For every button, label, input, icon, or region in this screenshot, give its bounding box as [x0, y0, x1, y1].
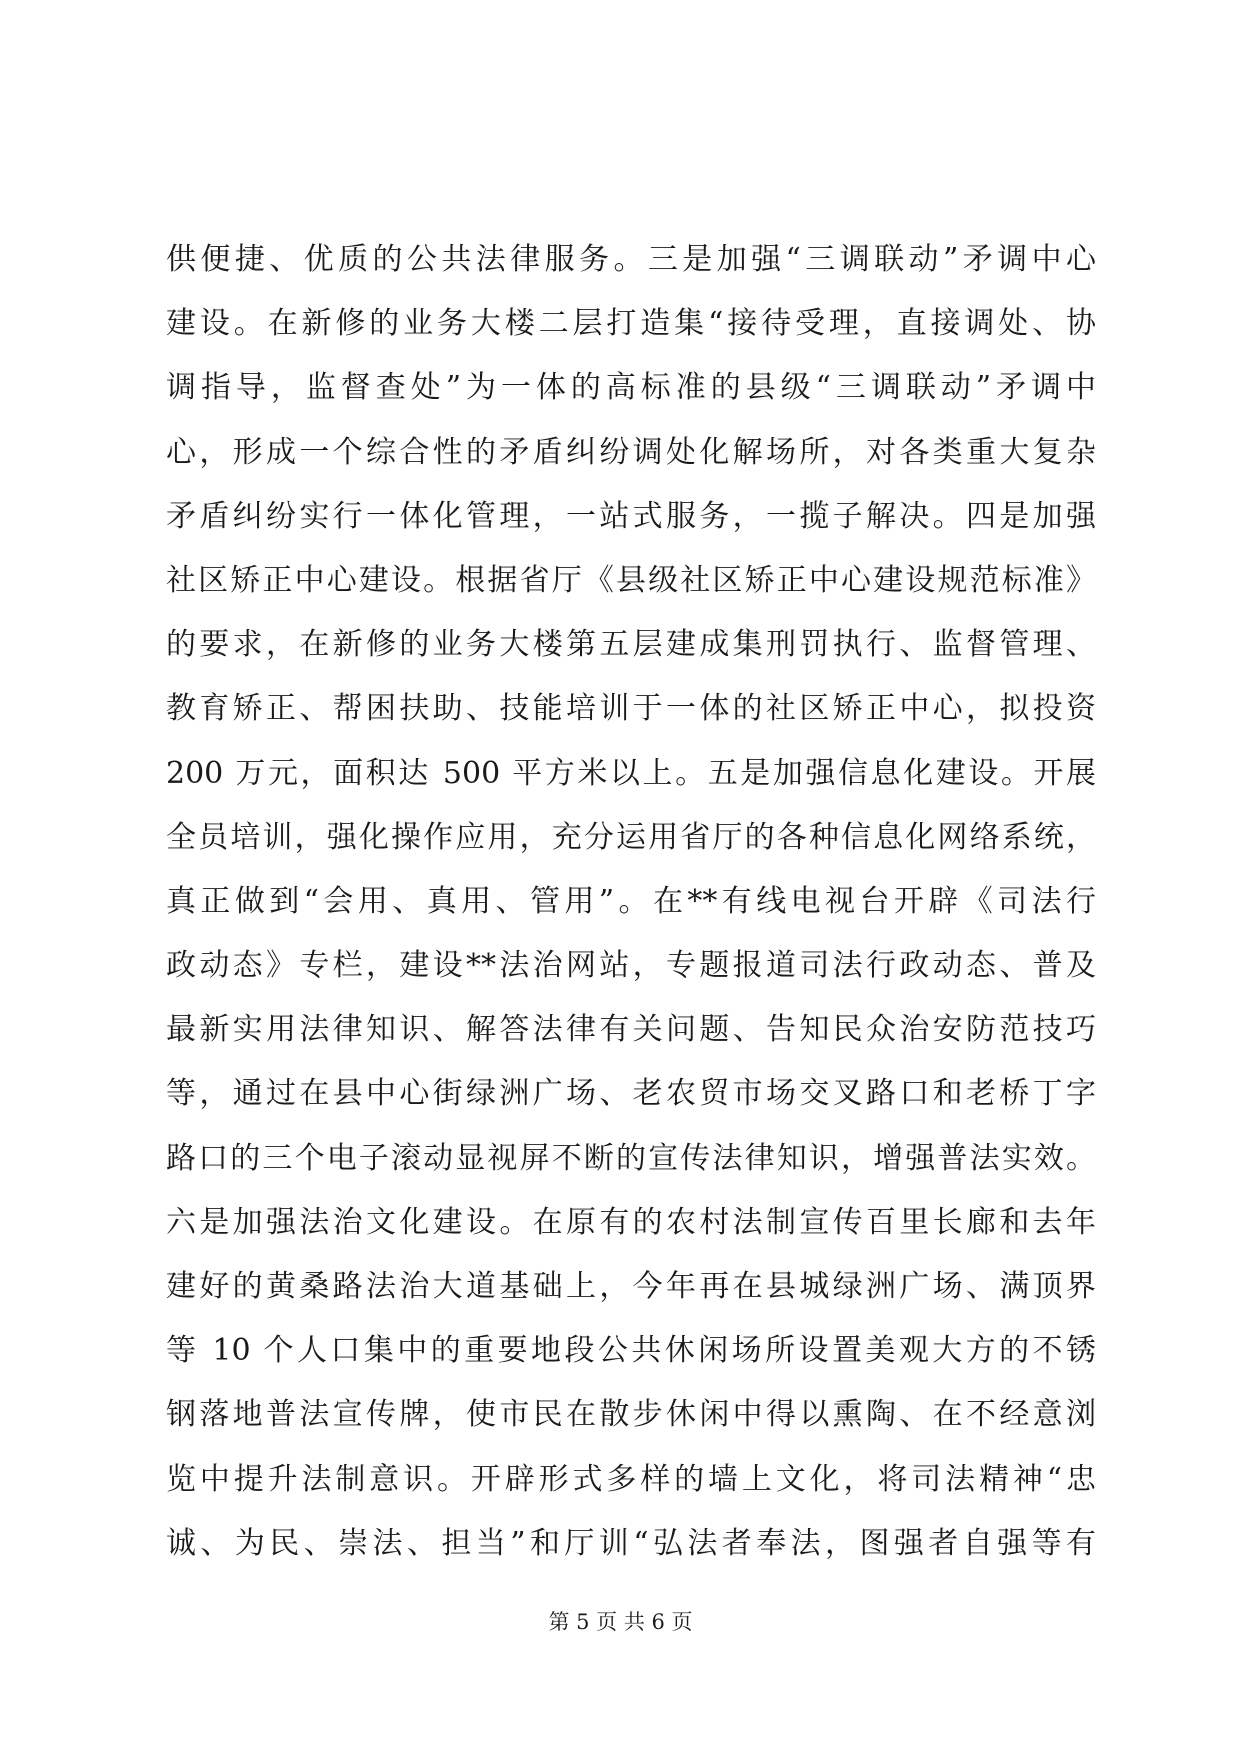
text-line: 路口的三个电子滚动显视屏不断的宣传法律知识，增强普法实效。 — [166, 1140, 1096, 1176]
text-line: 政动态》专栏，建设**法治网站，专题报道司法行政动态、普及 — [166, 948, 1096, 984]
text-line: 教育矫正、帮困扶助、技能培训于一体的社区矫正中心，拟投资 — [166, 691, 1096, 727]
text-line: 等，通过在县中心街绿洲广场、老农贸市场交叉路口和老桥丁字 — [166, 1076, 1096, 1112]
text-line: 调指导，监督查处”为一体的高标准的县级“三调联动”矛调中 — [166, 370, 1096, 406]
text-line: 钢落地普法宣传牌，使市民在散步休闲中得以熏陶、在不经意浏 — [166, 1397, 1096, 1433]
text-line: 全员培训，强化操作应用，充分运用省厅的各种信息化网络系统， — [166, 819, 1096, 855]
text-line: 六是加强法治文化建设。在原有的农村法制宣传百里长廊和去年 — [166, 1204, 1096, 1240]
text-line: 供便捷、优质的公共法律服务。三是加强“三调联动”矛调中心 — [166, 242, 1096, 277]
page-number-footer: 第 5 页 共 6 页 — [548, 1610, 693, 1634]
text-line: 诚、为民、崇法、担当”和厅训“弘法者奉法，图强者自强等有 — [166, 1525, 1096, 1561]
text-line: 的要求，在新修的业务大楼第五层建成集刑罚执行、监督管理、 — [166, 627, 1096, 663]
text-line: 最新实用法律知识、解答法律有关问题、告知民众治安防范技巧 — [166, 1012, 1096, 1048]
text-line: 建好的黄桑路法治大道基础上，今年再在县城绿洲广场、满顶界 — [166, 1269, 1096, 1304]
text-line: 社区矫正中心建设。根据省厅《县级社区矫正中心建设规范标准》 — [166, 562, 1096, 598]
text-line: 览中提升法制意识。开辟形式多样的墙上文化，将司法精神“忠 — [166, 1461, 1096, 1497]
text-line: 建设。在新修的业务大楼二层打造集“接待受理，直接调处、协 — [166, 306, 1096, 342]
text-line: 真正做到“会用、真用、管用”。在**有线电视台开辟《司法行 — [166, 883, 1096, 919]
text-line: 200 万元，面积达 500 平方米以上。五是加强信息化建设。开展 — [166, 755, 1096, 791]
text-line: 矛盾纠纷实行一体化管理，一站式服务，一揽子解决。四是加强 — [166, 498, 1096, 534]
text-line: 心，形成一个综合性的矛盾纠纷调处化解场所，对各类重大复杂 — [166, 434, 1096, 470]
text-line: 等 10 个人口集中的重要地段公共休闲场所设置美观大方的不锈 — [166, 1333, 1096, 1369]
body-text — [166, 228, 1096, 1576]
